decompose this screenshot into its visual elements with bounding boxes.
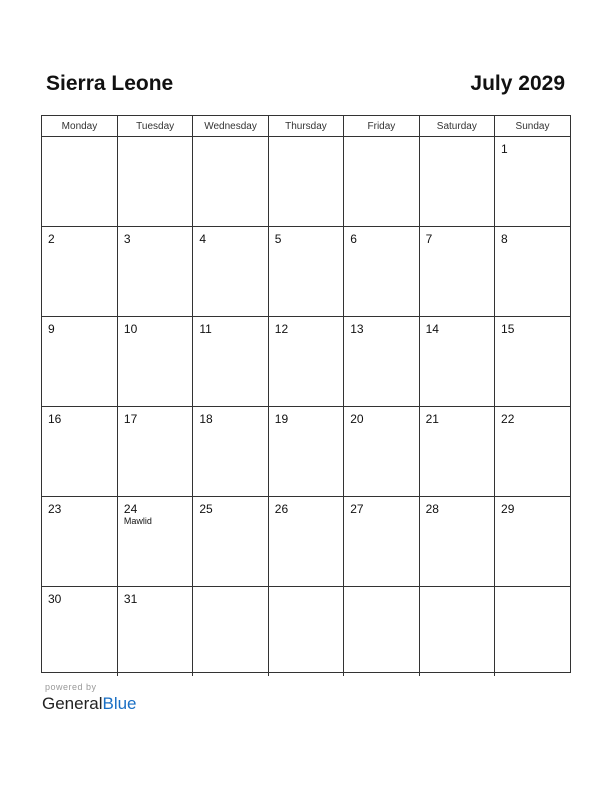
day-cell (344, 137, 419, 227)
week-row (42, 317, 570, 407)
week-row (42, 587, 570, 677)
day-number: 25 (199, 502, 213, 516)
day-cell (268, 227, 343, 317)
day-cell (344, 497, 419, 587)
day-cell (193, 137, 268, 227)
weekday-header: Saturday (419, 116, 494, 137)
week-row (42, 497, 570, 587)
weekday-header: Sunday (495, 116, 570, 137)
day-number: 21 (425, 412, 439, 426)
day-number: 31 (123, 592, 138, 606)
day-number: 24 (123, 502, 138, 516)
day-cell (344, 317, 419, 407)
day-cell (117, 497, 192, 587)
day-cell (193, 497, 268, 587)
calendar-grid (41, 115, 571, 673)
day-number: 15 (501, 322, 515, 336)
day-cell (42, 317, 117, 407)
day-number: 6 (350, 232, 357, 246)
weekday-header: Tuesday (117, 116, 192, 137)
day-cell (42, 497, 117, 587)
day-cell (495, 407, 570, 497)
day-number: 8 (501, 232, 508, 246)
day-cell (268, 317, 343, 407)
weekday-header: Friday (344, 116, 419, 137)
day-number: 16 (48, 412, 62, 426)
day-cell (495, 497, 570, 587)
day-number: 29 (501, 502, 515, 516)
day-number: 26 (274, 502, 289, 516)
day-number: 19 (274, 412, 289, 426)
day-cell (419, 407, 494, 497)
day-number: 23 (48, 502, 62, 516)
day-number: 22 (501, 412, 515, 426)
day-cell (344, 227, 419, 317)
day-cell (193, 227, 268, 317)
day-number: 4 (199, 232, 207, 246)
day-cell (42, 407, 117, 497)
day-number: 12 (274, 322, 289, 336)
day-number: 7 (425, 232, 433, 246)
day-cell (344, 587, 419, 677)
day-number: 9 (48, 322, 55, 336)
weekday-header: Monday (42, 116, 117, 137)
day-cell (193, 407, 268, 497)
week-row (42, 137, 570, 227)
day-number: 1 (501, 142, 508, 156)
day-cell (495, 587, 570, 677)
powered-by-text: powered by (45, 682, 97, 692)
weekday-header-row (42, 116, 570, 137)
day-number: 2 (48, 232, 55, 246)
day-cell (117, 317, 192, 407)
brand-blue-text: Blue (102, 694, 137, 713)
day-number: 18 (199, 412, 213, 426)
day-cell (193, 317, 268, 407)
day-number: 11 (199, 322, 212, 336)
day-cell (419, 587, 494, 677)
weekday-header: Thursday (268, 116, 343, 137)
day-cell (419, 227, 494, 317)
week-row (42, 407, 570, 497)
country-title: Sierra Leone (46, 72, 174, 95)
weekday-header: Wednesday (193, 116, 268, 137)
day-number: 17 (123, 412, 138, 426)
day-cell (117, 227, 192, 317)
holiday-label: Mawlid (123, 516, 152, 526)
day-cell (42, 587, 117, 677)
day-number: 14 (425, 322, 439, 336)
day-cell (42, 137, 117, 227)
day-cell (117, 137, 192, 227)
day-cell (42, 227, 117, 317)
day-number: 20 (350, 412, 364, 426)
week-row (42, 227, 570, 317)
day-number: 3 (123, 232, 131, 246)
day-cell (268, 407, 343, 497)
day-cell (419, 317, 494, 407)
day-cell (268, 137, 343, 227)
month-year-title: July 2029 (470, 72, 565, 95)
day-number: 30 (48, 592, 62, 606)
day-cell (495, 227, 570, 317)
day-cell (419, 137, 494, 227)
day-number: 27 (350, 502, 364, 516)
day-cell (268, 497, 343, 587)
day-number: 13 (350, 322, 364, 336)
day-cell (117, 587, 192, 677)
day-cell (117, 407, 192, 497)
brand-logo[interactable] (42, 694, 137, 714)
day-cell (419, 497, 494, 587)
brand-general-text: General (42, 694, 103, 713)
day-cell (193, 587, 268, 677)
day-cell (268, 587, 343, 677)
day-number: 10 (123, 322, 138, 336)
day-cell (495, 317, 570, 407)
calendar-table (42, 116, 570, 676)
day-number: 5 (274, 232, 282, 246)
day-number: 28 (425, 502, 439, 516)
day-cell (495, 137, 570, 227)
day-cell (344, 407, 419, 497)
